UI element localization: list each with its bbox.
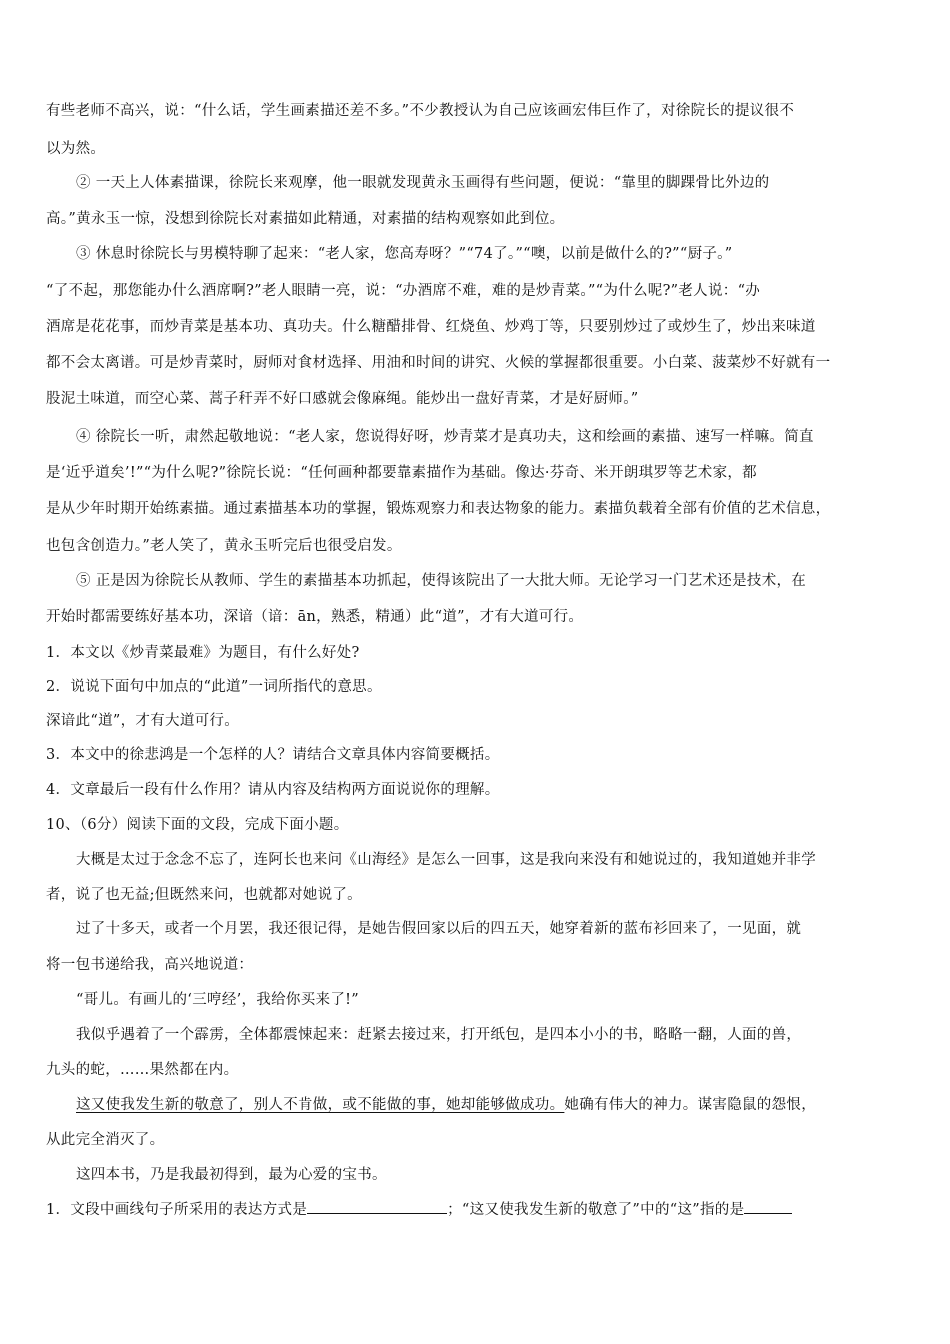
text-line: ② 一天上人体素描课，徐院长来观摩，他一眼就发现黄永玉画得有些问题，便说：“靠里的脚踝骨比外边的 bbox=[76, 175, 770, 191]
question-text: 1．文段中画线句子所采用的表达方式是 bbox=[46, 1202, 308, 1218]
text-line-tail: 她确有伟大的神力。谋害隐鼠的怨恨， bbox=[564, 1097, 817, 1113]
text-line: 深谙此“道”，才有大道可行。 bbox=[46, 713, 240, 729]
text-line: 是‘近乎道矣’!”“为什么呢?”徐院长说：“任何画种都要靠素描作为基础。像达·芬奇、米开朗琪罗等艺术家，都 bbox=[46, 465, 757, 481]
question-text: ；“这又使我发生新的敬意了”中的“这”指的是 bbox=[447, 1202, 745, 1218]
text-line: 股泥土味道，而空心菜、蒿子秆弄不好口感就会像麻绳。能炒出一盘好青菜，才是好厨师。” bbox=[46, 391, 639, 407]
text-line: 这四本书，乃是我最初得到，最为心爱的宝书。 bbox=[76, 1167, 387, 1183]
text-line: 也包含创造力。”老人笑了，黄永玉听完后也很受启发。 bbox=[46, 538, 402, 554]
text-line: ③ 休息时徐院长与男模特聊了起来：“老人家，您高寿呀？”“74了。”“噢，以前是做什么的?”“厨子。” bbox=[76, 246, 733, 262]
text-line: 者，说了也无益;但既然来问，也就都对她说了。 bbox=[46, 887, 362, 903]
text-line: 我似乎遇着了一个霹雳，全体都震悚起来：赶紧去接过来，打开纸包，是四本小小的书，略略一翻，人面的兽， bbox=[76, 1027, 802, 1043]
question-item: 4．文章最后一段有什么作用？请从内容及结构两方面说说你的理解。 bbox=[46, 782, 500, 798]
text-line: 有些老师不高兴，说：“什么话，学生画素描还差不多。”不少教授认为自己应该画宏伟巨作了，对徐院长的提议很不 bbox=[46, 103, 795, 119]
text-line: 从此完全消灭了。 bbox=[46, 1132, 165, 1148]
text-line: 酒席是花花事，而炒青菜是基本功、真功夫。什么糖醋排骨、红烧鱼、炒鸡丁等，只要别炒过了或炒生了，炒出来味道 bbox=[46, 319, 816, 335]
text-line: 大概是太过于念念不忘了，连阿长也来问《山海经》是怎么一回事，这是我向来没有和她说过的，我知道她并非学 bbox=[76, 852, 816, 868]
question-item: 1．本文以《炒青菜最难》为题目，有什么好处? bbox=[46, 645, 360, 661]
question-item bbox=[46, 1199, 792, 1220]
text-line: ④ 徐院长一听，肃然起敬地说：“老人家，您说得好呀，炒青菜才是真功夫，这和绘画的素描、速写一样嘛。简直 bbox=[76, 429, 814, 445]
underlined-line bbox=[76, 1095, 816, 1115]
text-line: 以为然。 bbox=[46, 141, 106, 157]
text-line: 过了十多天，或者一个月罢，我还很记得，是她告假回家以后的四五天，她穿着新的蓝布衫回来了，一见面，就 bbox=[76, 921, 802, 937]
text-line: 是从少年时期开始练素描。通过素描基本功的掌握，锻炼观察力和表达物象的能力。素描负载着全部有价值的艺术信息， bbox=[46, 501, 831, 517]
text-line: 开始时都需要练好基本功，深谙（谙：ān，熟悉，精通）此“道”，才有大道可行。 bbox=[46, 609, 584, 625]
text-line: 高。”黄永玉一惊，没想到徐院长对素描如此精通，对素描的结构观察如此到位。 bbox=[46, 211, 565, 227]
answer-blank[interactable] bbox=[307, 1199, 447, 1214]
question-item: 2．说说下面句中加点的“此道”一词所指代的意思。 bbox=[46, 679, 382, 695]
underlined-sentence: 这又使我发生新的敬意了，别人不肯做，或不能做的事，她却能够做成功。 bbox=[76, 1097, 565, 1113]
text-line: 九头的蛇，……果然都在内。 bbox=[46, 1062, 239, 1078]
text-line: 都不会太离谱。可是炒青菜时，厨师对食材选择、用油和时间的讲究、火候的掌握都很重要。小白菜、菠菜炒不好就有一 bbox=[46, 355, 831, 371]
text-line: “哥儿。有画儿的‘三哼经’，我给你买来了!” bbox=[76, 992, 359, 1008]
text-line: 将一包书递给我，高兴地说道： bbox=[46, 957, 254, 973]
text-line: “了不起，那您能办什么酒席啊?”老人眼睛一亮，说：“办酒席不难，难的是炒青菜。”“为什么呢?”老人说：“办 bbox=[46, 283, 761, 299]
answer-blank[interactable] bbox=[744, 1199, 792, 1214]
section-heading: 10、（6分）阅读下面的文段，完成下面小题。 bbox=[46, 817, 349, 833]
text-line: ⑤ 正是因为徐院长从教师、学生的素描基本功抓起，使得该院出了一大批大师。无论学习一门艺术还是技术，在 bbox=[76, 573, 807, 589]
question-item: 3．本文中的徐悲鸿是一个怎样的人？请结合文章具体内容简要概括。 bbox=[46, 747, 500, 763]
